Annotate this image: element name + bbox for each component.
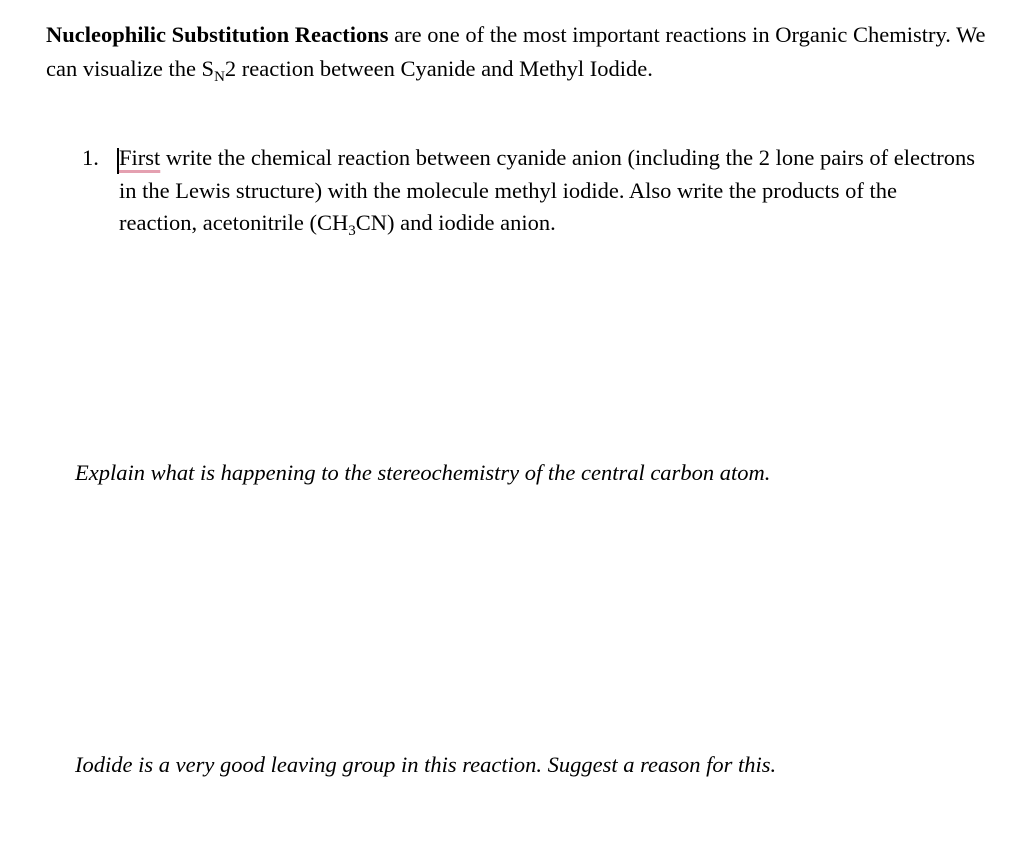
stereochemistry-prompt: Explain what is happening to the stereochemistry of the central carbon atom.: [75, 460, 771, 485]
intro-text-a: are one of the most important reactions in Organic Chemistry. We can visualize the S: [46, 22, 986, 81]
leaving-group-prompt: Iodide is a very good leaving group in this reaction. Suggest a reason for this.: [75, 752, 777, 777]
intro-bold-lead: Nucleophilic Substitution Reactions: [46, 22, 389, 47]
intro-paragraph: [46, 18, 986, 86]
spellcheck-word[interactable]: [119, 145, 160, 170]
question-1-number: 1.: [82, 145, 99, 170]
question-1-text-b: CN) and iodide anion.: [355, 210, 556, 235]
intro-subscript: N: [214, 69, 225, 85]
text-cursor: [117, 148, 119, 174]
question-1-text-a: write the chemical reaction between cyanide anion (including the 2 lone pairs of electrons in the Lewis structure) with the molecule methyl iodide. Also write the products of the reaction, acetonitrile (CH: [119, 145, 975, 235]
question-1-first-word: First: [119, 145, 161, 170]
question-1-subscript: 3: [348, 223, 356, 239]
question-1-text[interactable]: [119, 142, 979, 240]
intro-text-b: 2 reaction between Cyanide and Methyl Iodide.: [224, 56, 653, 81]
